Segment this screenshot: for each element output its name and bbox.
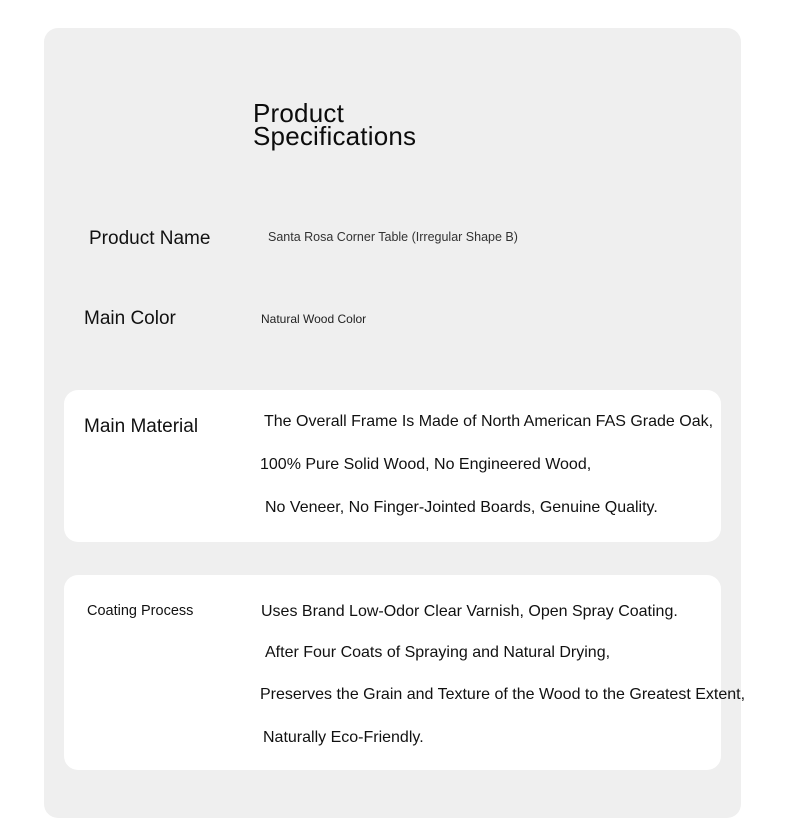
main-material-label: Main Material [84, 416, 199, 437]
main-material-line-3: No Veneer, No Finger-Jointed Boards, Genuine Quality. [265, 499, 658, 516]
product-name-value: Santa Rosa Corner Table (Irregular Shape B) [268, 230, 518, 244]
title-line-2: Specifications [253, 121, 417, 151]
main-color-label: Main Color [84, 308, 176, 329]
coating-process-line-4: Naturally Eco-Friendly. [263, 729, 424, 746]
coating-process-line-2: After Four Coats of Spraying and Natural Drying, [265, 644, 611, 661]
coating-process-line-1: Uses Brand Low-Odor Clear Varnish, Open Spray Coating. [261, 603, 678, 620]
main-material-line-1: The Overall Frame Is Made of North American FAS Grade Oak, [264, 413, 714, 430]
main-color-value: Natural Wood Color [261, 312, 367, 326]
page-title [253, 98, 417, 151]
coating-process-label: Coating Process [87, 603, 194, 619]
coating-process-line-3: Preserves the Grain and Texture of the Wood to the Greatest Extent, [260, 686, 746, 703]
title-line-1: Product [253, 98, 345, 128]
product-name-label: Product Name [89, 228, 211, 249]
main-material-line-2: 100% Pure Solid Wood, No Engineered Wood, [260, 456, 592, 473]
